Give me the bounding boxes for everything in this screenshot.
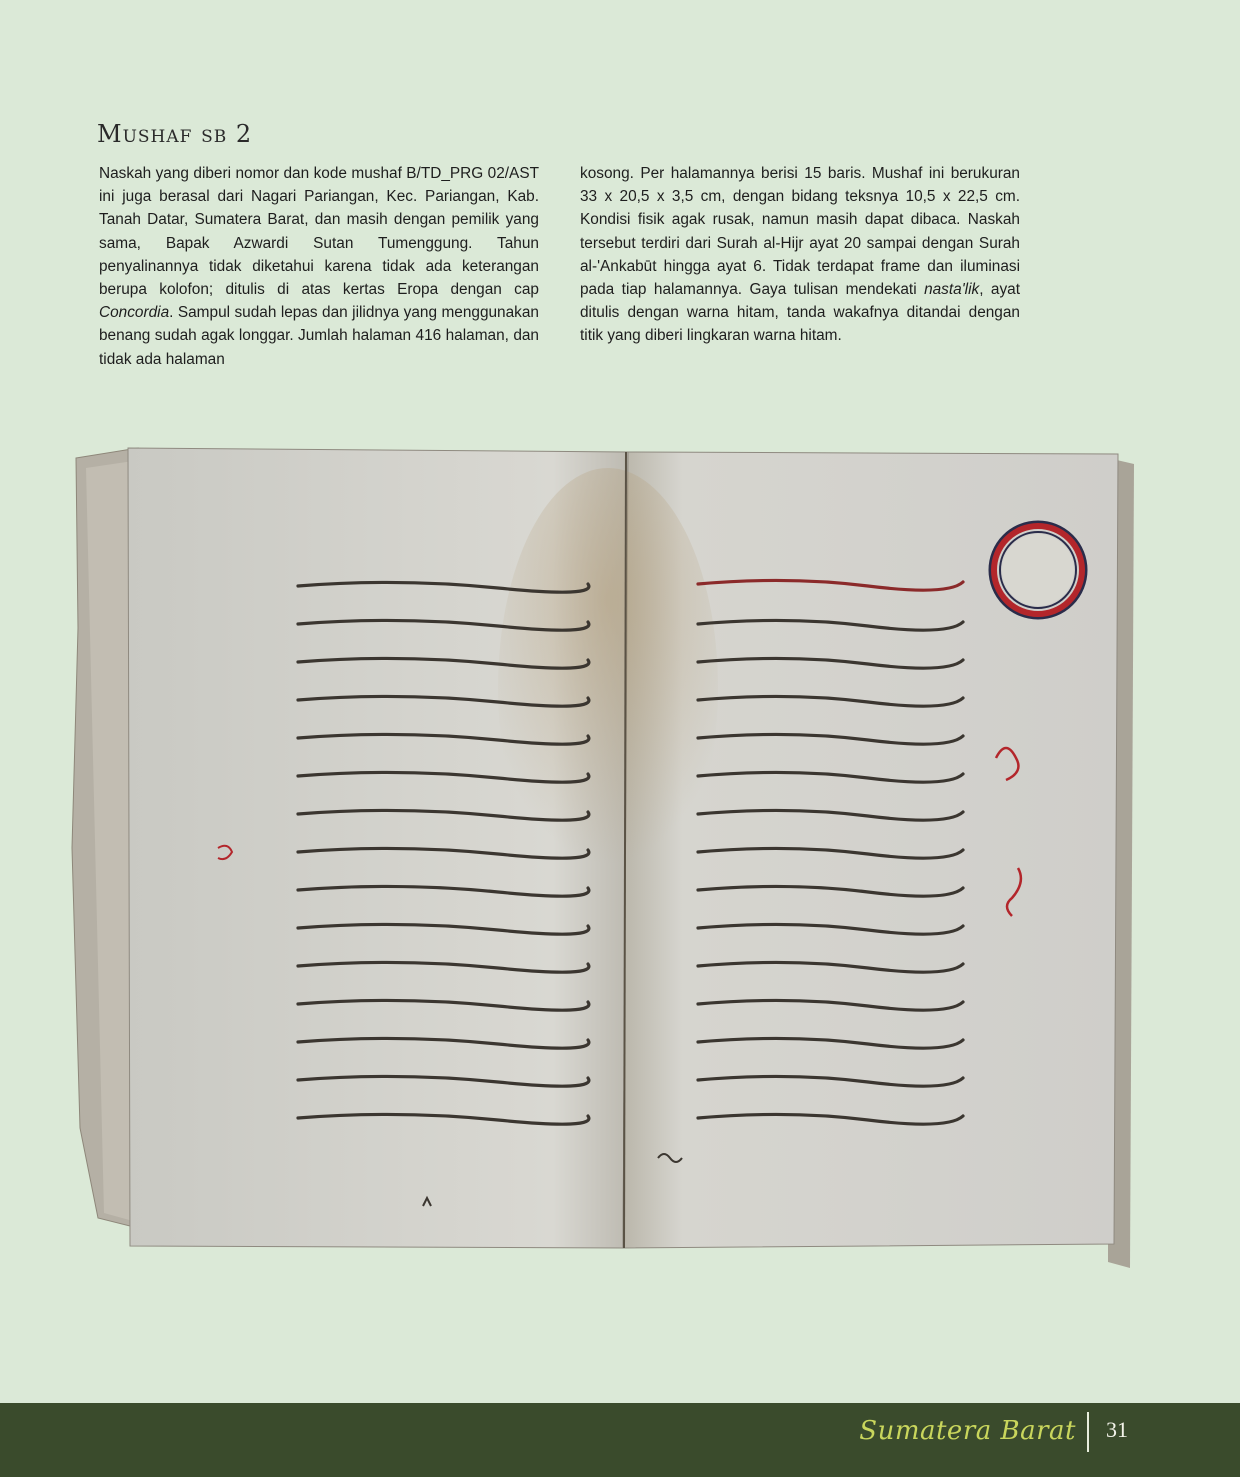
manuscript-illustration [68,428,1136,1273]
footer-divider [1087,1412,1089,1452]
paragraph-right [580,162,1020,348]
paragraph-left [99,162,539,371]
paragraph-right-italic: nasta'lik [924,281,980,299]
footer-region-title: Sumatera Barat [859,1416,1076,1446]
paragraph-right-text-1: kosong. Per halamannya berisi 15 baris. Mushaf ini berukuran 33 x 20,5 x 3,5 cm, dengan bidang teksnya 10,5 x 22,5 cm. Kondisi fisik agak rusak, namun masih dapat dibaca. Naskah tersebut terdiri dari Surah al-Hijr ayat 20 sampai dengan Surah al-'Ankabūt hingga ayat 6. Tidak terdapat frame dan iluminasi pada tiap halamannya. Gaya tulisan mendekati [580,165,1020,299]
surah-ornament [990,522,1086,618]
paragraph-left-italic: Concordia [99,304,170,322]
paragraph-right-text-2: , ayat ditulis dengan warna hitam, tanda wakafnya ditandai dengan titik yang diberi lingkaran warna hitam. [580,281,1020,345]
manuscript-photo [68,428,1136,1273]
paragraph-left-text-2: . Sampul sudah lepas dan jilidnya yang menggunakan benang sudah agak longgar. Jumlah halaman 416 halaman, dan tidak ada halaman [99,304,539,368]
text-column-right [580,162,1020,348]
page-title: Mushaf sb 2 [97,120,253,148]
page-number: 31 [1106,1417,1128,1442]
paragraph-left-text-1: Naskah yang diberi nomor dan kode mushaf B/TD_PRG 02/AST ini juga berasal dari Nagari Pariangan, Kec. Pariangan, Kab. Tanah Datar, Sumatera Barat, dan masih dengan pemilik yang sama, Bapak Azwardi Sutan Tumenggung. Tahun penyalinannya tidak diketahui karena tidak ada keterangan berupa kolofon; ditulis di atas kertas Eropa dengan cap [99,165,539,299]
text-column-left [99,162,539,371]
